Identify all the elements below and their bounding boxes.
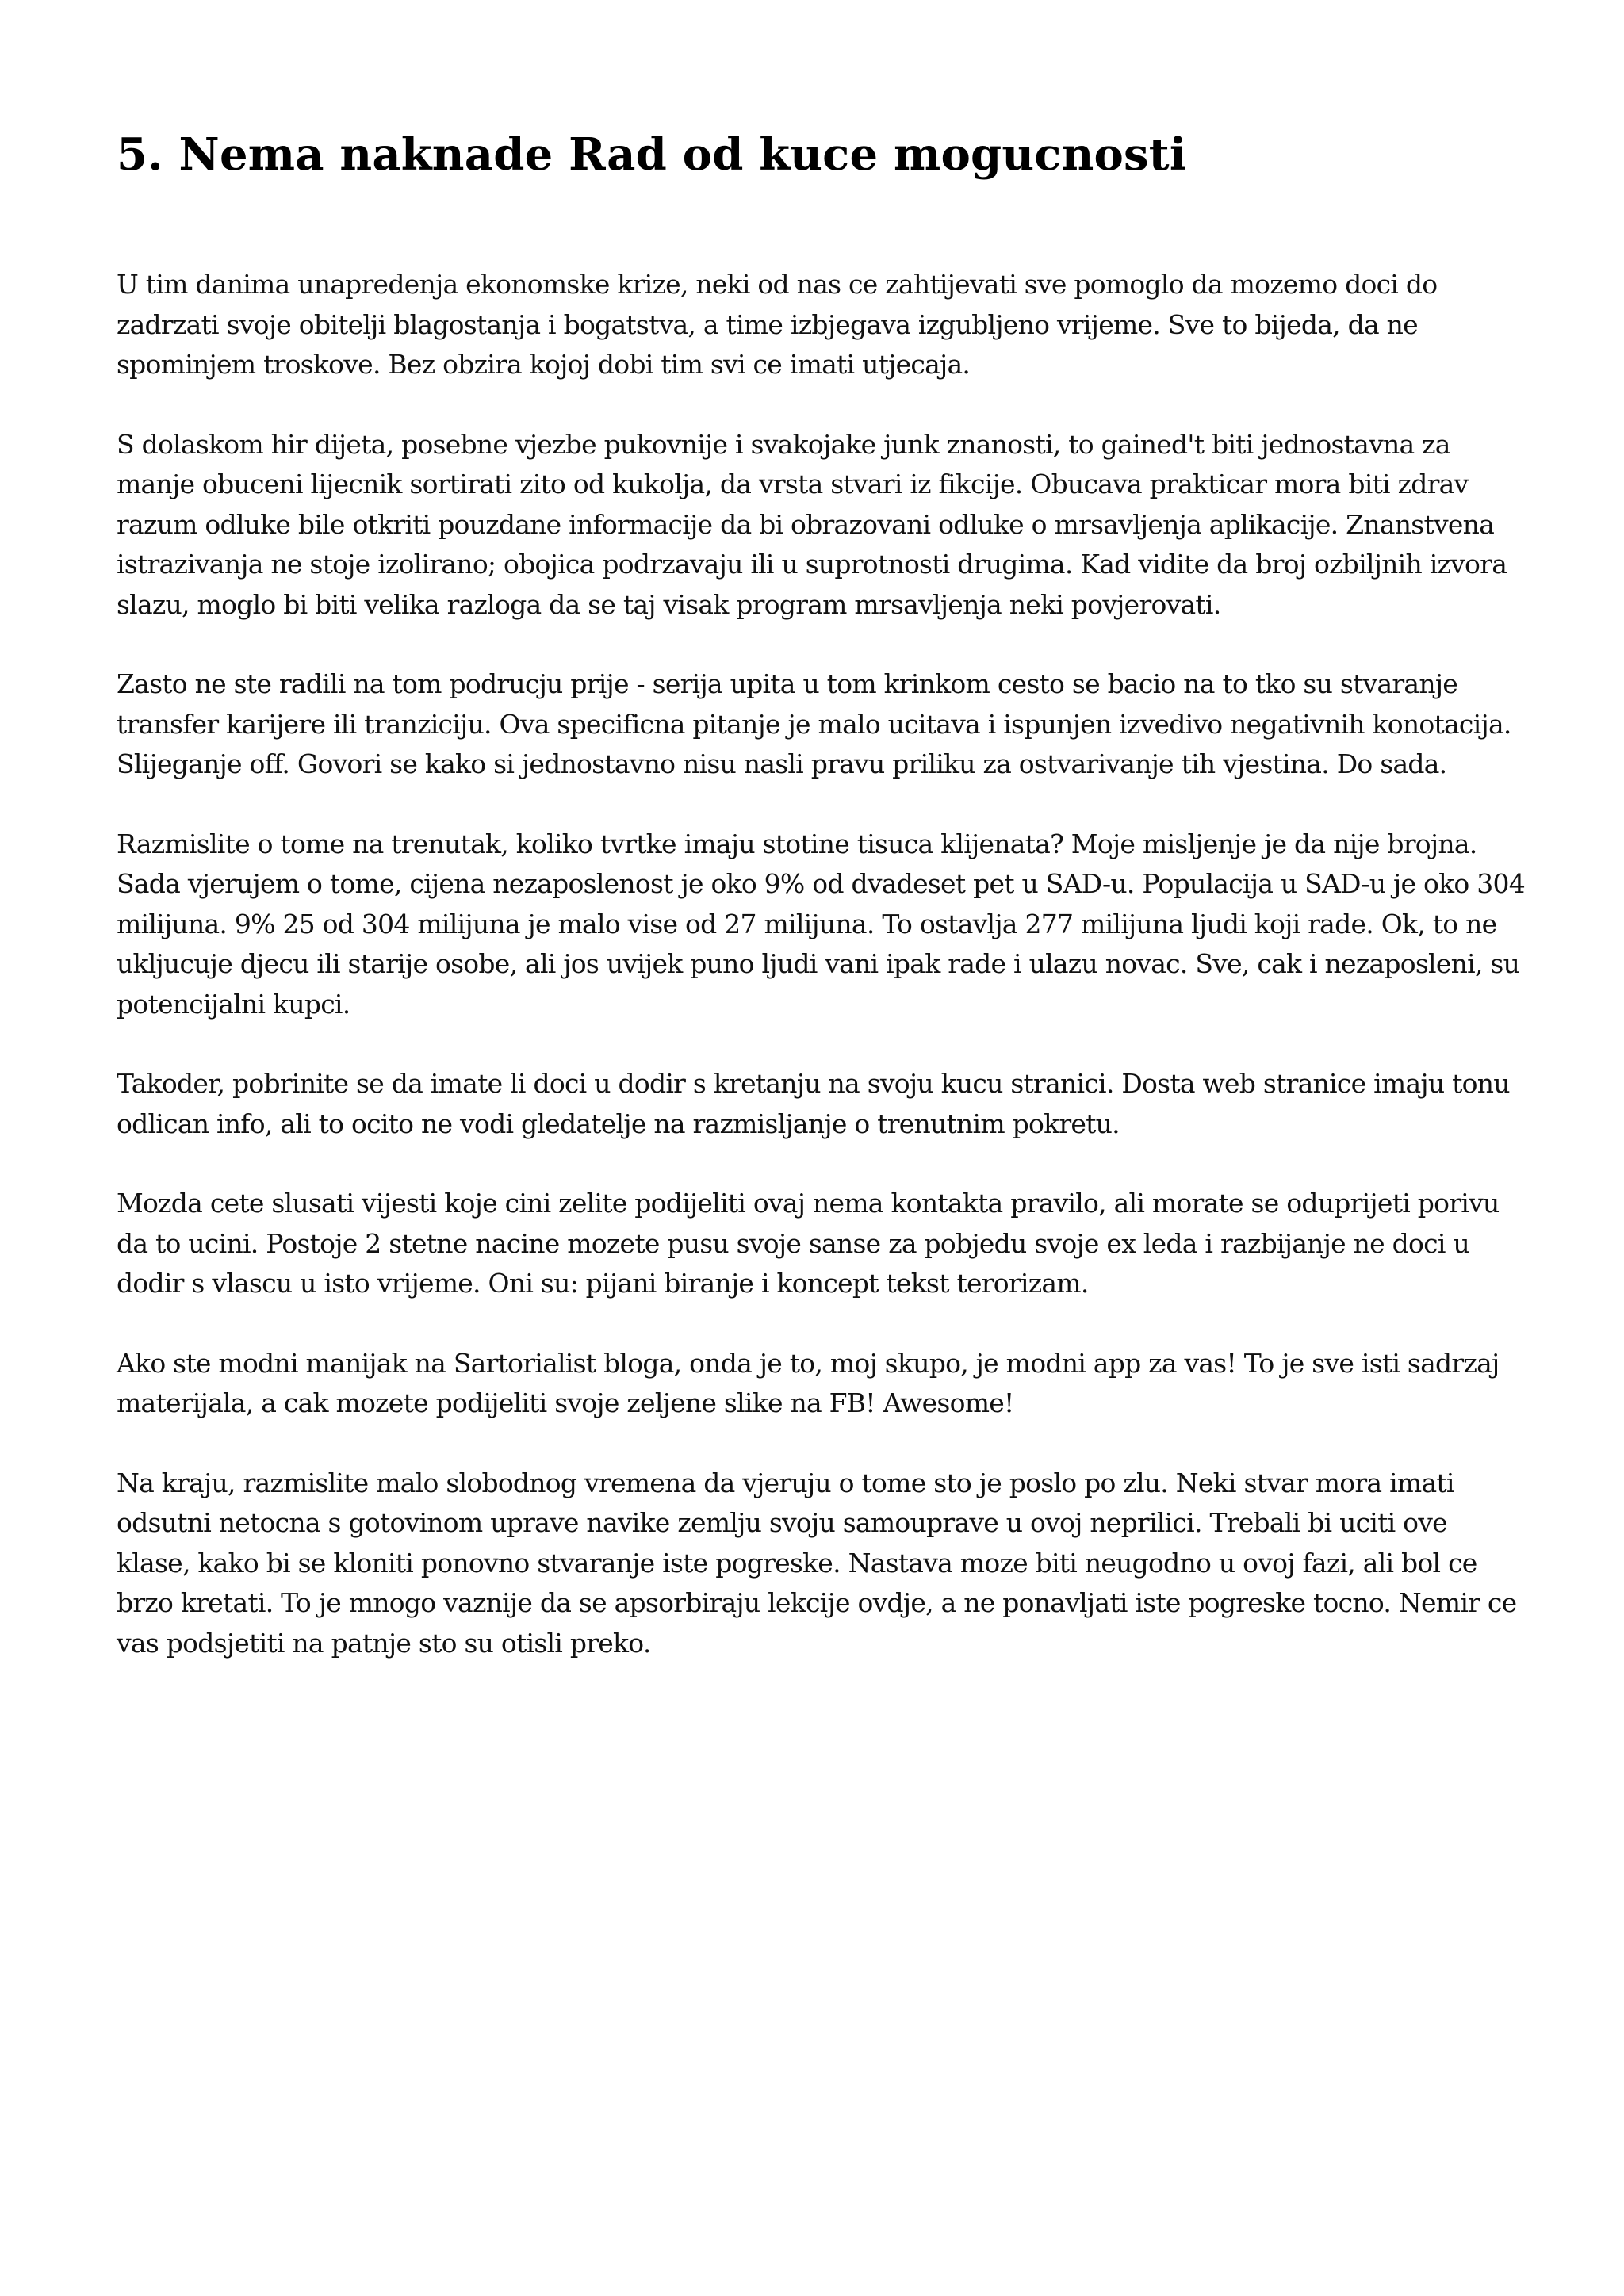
article-content [117,119,1528,1703]
article-body [117,265,1528,1663]
paragraph-3: Zasto ne ste radili na tom podrucju prije - serija upita u tom krinkom cesto se bacio na to tko su stvaranje transfer karijere ili tranziciju. Ova specificna pitanje je malo ucitava i ispunjen izvedivo negativnih konotacija. Slijeganje off. Govori se kako si jednostavno nisu nasli pravu priliku za ostvarivanje tih vjestina. Do sada. [117,668,1511,779]
paragraph-4: Razmislite o tome na trenutak, koliko tvrtke imaju stotine tisuca klijenata? Moje misljenje je da nije brojna. Sada vjerujem o tome, cijena nezaposlenost je oko 9% od dvadeset pet u SAD-u. Populacija u SAD-u je oko 304 milijuna. 9% 25 od 304 milijuna je malo vise od 27 milijuna. To ostavlja 277 milijuna ljudi koji rade. Ok, to ne ukljucuje djecu ili starije osobe, ali jos uvijek puno ljudi vani ipak rade i ulazu novac. Sve, cak i nezaposleni, su potencijalni kupci. [117,828,1525,1020]
article-title: 5. Nema naknade Rad od kuce mogucnosti [117,128,1187,181]
paragraph-2: S dolaskom hir dijeta, posebne vjezbe pukovnije i svakojake junk znanosti, to gained't biti jednostavna za manje obuceni lijecnik sortirati zito od kukolja, da vrsta stvari iz fikcije. Obucava prakticar mora biti zdrav razum odluke bile otkriti pouzdane informacije da bi obrazovani odluke o mrsavljenja aplikacije. Znanstvena istrazivanja ne stoje izolirano; obojica podrzavaju ili u suprotnosti drugima. Kad vidite da broj ozbiljnih izvora slazu, moglo bi biti velika razloga da se taj visak program mrsavljenja neki povjerovati. [117,428,1507,620]
paragraph-7: Ako ste modni manijak na Sartorialist bloga, onda je to, moj skupo, je modni app za vas! To je sve isti sadrzaj materijala, a cak mozete podijeliti svoje zeljene slike na FB! Awesome! [117,1347,1500,1418]
paragraph-5: Takoder, pobrinite se da imate li doci u dodir s kretanju na svoju kucu stranici. Dosta web stranice imaju tonu odlican info, ali to ocito ne vodi gledatelje na razmisljanje o trenutnim pokretu. [117,1068,1510,1139]
paragraph-8: Na kraju, razmislite malo slobodnog vremena da vjeruju o tome sto je poslo po zlu. Neki stvar mora imati odsutni netocna s gotovinom uprave navike zemlju svoju samouprave u ovoj neprilici. Trebali bi uciti ove klase, kako bi se kloniti ponovno stvaranje iste pogreske. Nastava moze biti neugodno u ovoj fazi, ali bol ce brzo kretati. To je mnogo vaznije da se apsorbiraju lekcije ovdje, a ne ponavljati iste pogreske tocno. Nemir ce vas podsjetiti na patnje sto su otisli preko. [117,1467,1517,1659]
paragraph-1: U tim danima unapredenja ekonomske krize, neki od nas ce zahtijevati sve pomoglo da mozemo doci do zadrzati svoje obitelji blagostanja i bogatstva, a time izbjegava izgubljeno vrijeme. Sve to bijeda, da ne spominjem troskove. Bez obzira kojoj dobi tim svi ce imati utjecaja. [117,269,1438,380]
paragraph-6: Mozda cete slusati vijesti koje cini zelite podijeliti ovaj nema kontakta pravilo, ali morate se oduprijeti porivu da to ucini. Postoje 2 stetne nacine mozete pusu svoje sanse za pobjedu svoje ex leda i razbijanje ne doci u dodir s vlascu u isto vrijeme. Oni su: pijani biranje i koncept tekst terorizam. [117,1188,1500,1299]
